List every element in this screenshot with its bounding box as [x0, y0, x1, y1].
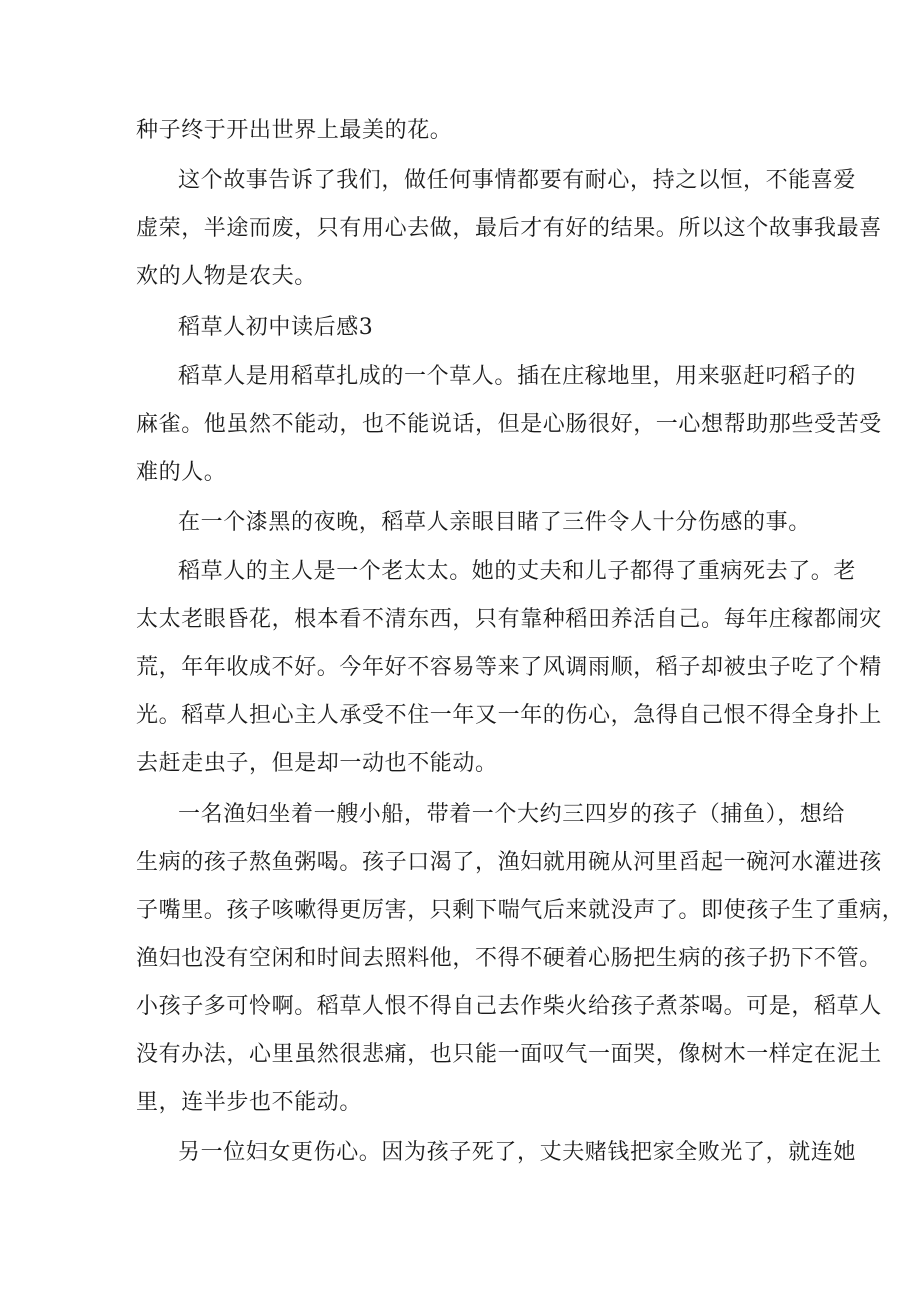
- text-line: 子嘴里。孩子咳嗽得更厉害，只剩下喘气后来就没声了。即使孩子生了重病，: [136, 898, 905, 923]
- text-line: 荒，年年收成不好。今年好不容易等来了风调雨顺，稻子却被虫子吃了个精: [136, 655, 882, 680]
- text-line: 太太老眼昏花，根本看不清东西，只有靠种稻田养活自己。每年庄稼都闹灾: [136, 607, 882, 632]
- text-line: 去赶走虫子，但是却一动也不能动。: [136, 751, 498, 776]
- text-line: 小孩子多可怜啊。稻草人恨不得自己去作柴火给孩子煮茶喝。可是，稻草人: [136, 994, 882, 1019]
- text-line: 光。稻草人担心主人承受不住一年又一年的伤心，急得自己恨不得全身扑上: [136, 703, 882, 728]
- paragraph-first-line: 稻草人的主人是一个老太太。她的丈夫和儿子都得了重病死去了。老: [178, 559, 857, 584]
- paragraph-first-line: 一名渔妇坐着一艘小船，带着一个大约三四岁的孩子（捕鱼），想给: [178, 802, 846, 827]
- paragraph-first-line: 这个故事告诉了我们，做任何事情都要有耐心，持之以恒，不能喜爱: [178, 168, 857, 193]
- text-line: 里，连半步也不能动。: [136, 1090, 363, 1115]
- text-line: 种子终于开出世界上最美的花。: [136, 118, 453, 143]
- text-line: 生病的孩子熬鱼粥喝。孩子口渴了，渔妇就用碗从河里舀起一碗河水灌进孩: [136, 850, 882, 875]
- text-line: 麻雀。他虽然不能动，也不能说话，但是心肠很好，一心想帮助那些受苦受: [136, 412, 882, 437]
- paragraph-first-line: 另一位妇女更伤心。因为孩子死了，丈夫赌钱把家全败光了，就连她: [178, 1140, 857, 1165]
- paragraph-first-line: 在一个漆黑的夜晚，稻草人亲眼目睹了三件令人十分伤感的事。: [178, 510, 811, 535]
- section-heading: 稻草人初中读后感3: [178, 315, 374, 340]
- text-line: 没有办法，心里虽然很悲痛，也只能一面叹气一面哭，像树木一样定在泥土: [136, 1042, 882, 1067]
- text-line: 渔妇也没有空闲和时间去照料他，不得不硬着心肠把生病的孩子扔下不管。: [136, 946, 882, 971]
- text-line: 虚荣，半途而废，只有用心去做，最后才有好的结果。所以这个故事我最喜: [136, 216, 882, 241]
- paragraph-first-line: 稻草人是用稻草扎成的一个草人。插在庄稼地里，用来驱赶叼稻子的: [178, 364, 857, 389]
- text-line: 欢的人物是农夫。: [136, 264, 317, 289]
- text-line: 难的人。: [136, 460, 227, 485]
